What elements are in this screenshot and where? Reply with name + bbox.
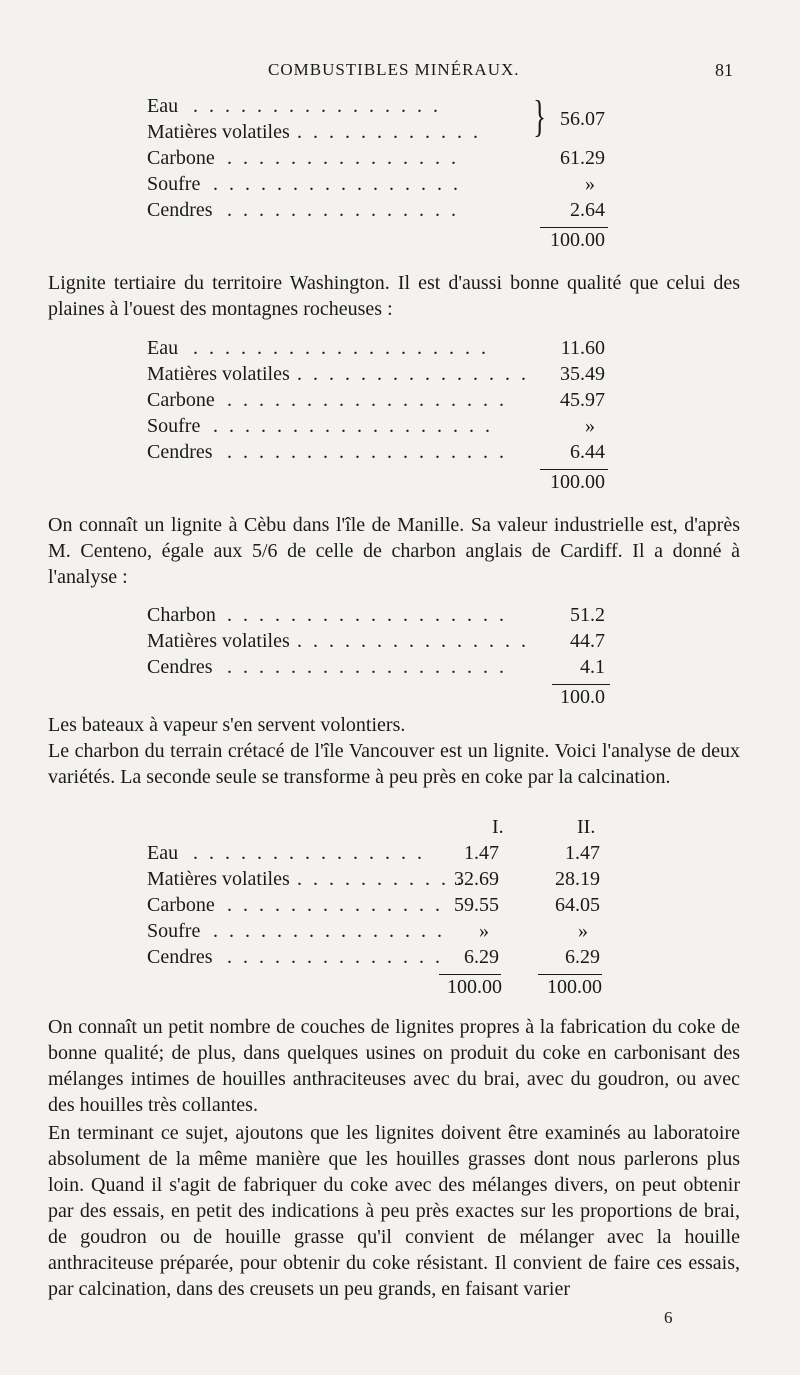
leader-dots: . . . . . . . . . . . .: [297, 121, 481, 143]
total-rule: [439, 974, 501, 975]
leader-dots: . . . . . . . . . . . . . . .: [227, 199, 459, 221]
row-value: 61.29: [560, 147, 605, 169]
table-row: [147, 415, 607, 441]
leader-dots: . . . . . . . . . . . . . . .: [297, 363, 529, 385]
row-value-1: 6.29: [464, 946, 499, 968]
analysis-table-2: [147, 337, 607, 493]
leader-dots: . . . . . . . . . . . . . . .: [227, 147, 459, 169]
leader-dots: . . . . . . . . . . . . . . . . . .: [227, 441, 507, 463]
table-total-2: 100.00: [547, 976, 602, 998]
paragraph-text: Les bateaux à vapeur s'en servent volontiers.: [48, 714, 406, 736]
paragraph: [48, 1120, 740, 1302]
table-row: [147, 604, 607, 630]
row-label: Eau: [147, 842, 179, 864]
page-header: [0, 60, 800, 86]
row-value: 51.2: [570, 604, 605, 626]
table-row: [147, 199, 607, 225]
column-header: I.: [492, 816, 504, 838]
row-label: Matières volatiles: [147, 121, 290, 143]
row-label: Soufre: [147, 173, 201, 195]
table-row: [147, 630, 607, 656]
leader-dots: . . . . . . . . . . . . . . . .: [213, 173, 461, 195]
table-row: [147, 868, 617, 894]
row-value-2: 64.05: [555, 894, 600, 916]
paragraph: [48, 270, 740, 322]
analysis-table-1: [147, 92, 607, 251]
table-row: [147, 842, 617, 868]
row-label: Cendres: [147, 199, 213, 221]
table-total-1: 100.00: [447, 976, 502, 998]
row-value-1: 59.55: [454, 894, 499, 916]
table-row: [147, 389, 607, 415]
row-value-1: 1.47: [464, 842, 499, 864]
row-label: Eau: [147, 337, 179, 359]
leader-dots: . . . . . . . . . . . . . . . . . .: [227, 389, 507, 411]
table-total: 100.00: [550, 229, 605, 251]
row-value-2: 1.47: [565, 842, 600, 864]
paragraph: [48, 712, 740, 738]
paragraph: [48, 738, 740, 790]
table-total: 100.00: [550, 471, 605, 493]
row-label: Carbone: [147, 389, 215, 411]
leader-dots: . . . . . . . . . . .: [297, 868, 465, 890]
row-value-2: 28.19: [555, 868, 600, 890]
table-total: 100.0: [560, 686, 605, 708]
row-value: 6.44: [570, 441, 605, 463]
row-value: 45.97: [560, 389, 605, 411]
row-label: Carbone: [147, 894, 215, 916]
row-value: »: [585, 415, 595, 437]
total-rule: [538, 974, 602, 975]
analysis-table-3: [147, 604, 607, 708]
leader-dots: . . . . . . . . . . . . . . . .: [193, 95, 441, 117]
row-value-2: »: [578, 920, 588, 942]
row-value-1: »: [479, 920, 489, 942]
row-label: Eau: [147, 95, 179, 117]
leader-dots: . . . . . . . . . . . . . . .: [297, 630, 529, 652]
brace: }: [533, 92, 546, 141]
leader-dots: . . . . . . . . . . . . . . .: [213, 920, 445, 942]
page-number: 81: [715, 60, 733, 80]
signature-mark: 6: [664, 1308, 673, 1327]
leader-dots: . . . . . . . . . . . . . .: [227, 894, 443, 916]
row-value: 44.7: [570, 630, 605, 652]
row-label: Matières volatiles: [147, 868, 290, 890]
leader-dots: . . . . . . . . . . . . . . . . . .: [227, 656, 507, 678]
leader-dots: . . . . . . . . . . . . . . . . . . .: [193, 337, 489, 359]
paragraph-text: On connaît un lignite à Cèbu dans l'île de Manille. Sa valeur industrielle est, d'après M. Centeno, égale aux 5/6 de celle de charbon anglais de Cardiff. Il a donné à l'analyse :: [48, 514, 740, 588]
row-label: Cendres: [147, 441, 213, 463]
paragraph-text: Le charbon du terrain crétacé de l'île Vancouver est un lignite. Voici l'analyse de deux variétés. La seconde seule se transforme à peu près en coke par la calcination.: [48, 740, 740, 788]
row-value-1: 32.69: [454, 868, 499, 890]
table-row: [147, 920, 617, 946]
row-label: Cendres: [147, 946, 213, 968]
total-rule: [540, 227, 608, 228]
row-label: Matières volatiles: [147, 363, 290, 385]
table-row: [147, 946, 617, 972]
leader-dots: . . . . . . . . . . . . . . . . . .: [227, 604, 507, 626]
leader-dots: . . . . . . . . . . . . . . .: [193, 842, 425, 864]
row-value: 35.49: [560, 363, 605, 385]
paragraph: [48, 512, 740, 590]
total-rule: [552, 684, 610, 685]
brace-value: 56.07: [560, 108, 605, 130]
paragraph-text: Lignite tertiaire du territoire Washington. Il est d'aussi bonne qualité que celui des plaines à l'ouest des montagnes rocheuses :: [48, 272, 740, 320]
paragraph-text: En terminant ce sujet, ajoutons que les lignites doivent être examinés au laboratoire absolument de la même manière que les houilles grasses dont nous parlerons plus loin. Quand il s'agit de fabriquer du coke avec des mélanges divers, on peut obtenir par des essais, en petit des indications à peu près exactes sur les proportions de brai, de goudron ou de houille grasse qu'il convient de mélanger avec la houille anthraciteuse préparée, pour obtenir du coke résistant. Il convient de faire ces essais, par calcination, dans des creusets un peu grands, en faisant varier: [48, 1122, 740, 1300]
table-row: [147, 441, 607, 467]
paragraph: [48, 1014, 740, 1118]
leader-dots: . . . . . . . . . . . . . .: [227, 946, 443, 968]
row-label: Charbon: [147, 604, 216, 626]
table-body: [147, 842, 617, 998]
paragraph-text: On connaît un petit nombre de couches de lignites propres à la fabrication du coke de bonne qualité; de plus, dans quelques usines on produit du coke en carbonisant des mélanges intimes de houilles anthraciteuses avec du brai, avec du goudron, ou avec des houilles très collantes.: [48, 1016, 740, 1116]
row-label: Soufre: [147, 415, 201, 437]
column-header: II.: [577, 816, 596, 838]
table-row: [147, 337, 607, 363]
table-row: [147, 147, 607, 173]
leader-dots: . . . . . . . . . . . . . . . . . .: [213, 415, 493, 437]
row-value-2: 6.29: [565, 946, 600, 968]
row-value: 11.60: [560, 337, 605, 359]
total-rule: [540, 469, 608, 470]
row-value: 2.64: [570, 199, 605, 221]
row-label: Soufre: [147, 920, 201, 942]
table-row: [147, 363, 607, 389]
table-row: [147, 894, 617, 920]
running-title: COMBUSTIBLES MINÉRAUX.: [268, 60, 520, 79]
table-row: [147, 656, 607, 682]
row-label: Carbone: [147, 147, 215, 169]
row-value: »: [585, 173, 595, 195]
row-value: 4.1: [580, 656, 605, 678]
row-label: Matières volatiles: [147, 630, 290, 652]
table-row: [147, 173, 607, 199]
row-label: Cendres: [147, 656, 213, 678]
